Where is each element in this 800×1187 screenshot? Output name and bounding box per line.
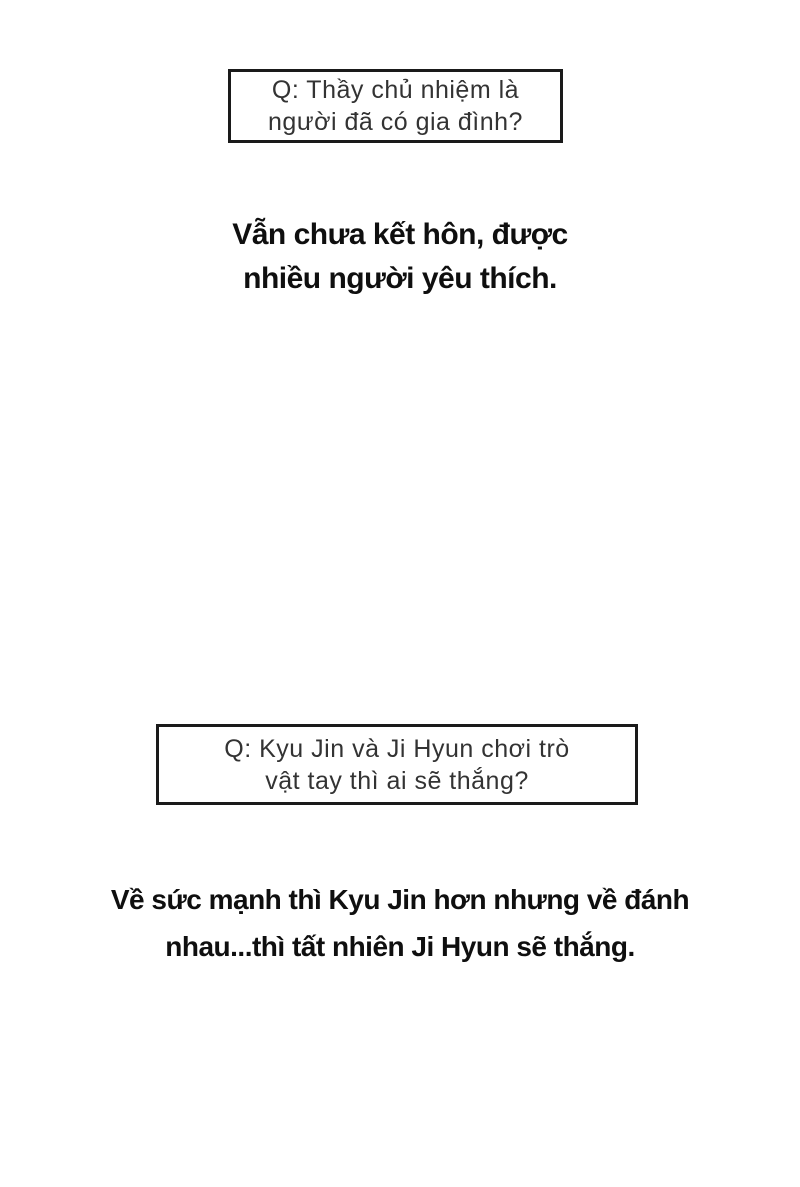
- answer-2-line-2: nhau...thì tất nhiên Ji Hyun sẽ thắng.: [165, 931, 635, 962]
- question-box-2: [156, 724, 638, 805]
- answer-1-line-1: Vẫn chưa kết hôn, được: [232, 218, 568, 251]
- answer-text-1: [0, 213, 800, 301]
- question-2-line-2: vật tay thì ai sẽ thắng?: [265, 766, 529, 795]
- question-2-line-1: Q: Kyu Jin và Ji Hyun chơi trò: [224, 734, 570, 763]
- answer-2-line-1: Về sức mạnh thì Kyu Jin hơn nhưng về đánh: [110, 884, 690, 915]
- question-1-line-2: người đã có gia đình?: [268, 108, 523, 136]
- question-box-1: [228, 69, 563, 143]
- answer-1-line-2: nhiều người yêu thích.: [243, 262, 557, 295]
- answer-text-2: [0, 876, 800, 970]
- question-1-line-1: Q: Thầy chủ nhiệm là: [271, 76, 520, 104]
